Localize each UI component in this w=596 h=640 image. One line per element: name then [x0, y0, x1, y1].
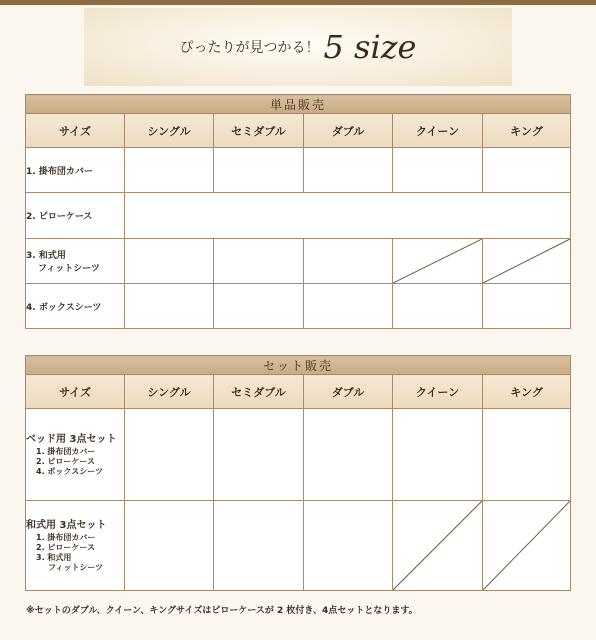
bed-set-title: ベッド用 3点セット [26, 433, 117, 445]
header-size: サイズ [26, 375, 125, 409]
header-semi-double: セミダブル [214, 114, 304, 148]
header-queen: クイーン [393, 114, 483, 148]
table-cell [214, 501, 304, 591]
table-cell-unavailable [483, 501, 571, 591]
single-sale-caption: 単品販売 [26, 95, 571, 114]
row-label-fitted-sheet-line2: フィットシーツ [38, 264, 100, 274]
row-label-fitted-sheet-line1: 3. 和式用 [26, 251, 66, 261]
table-cell [393, 409, 483, 501]
table-cell [125, 239, 214, 284]
table-cell [304, 239, 393, 284]
banner-tagline: ぴったりが見つかる！ [179, 40, 320, 56]
single-sale-table [25, 94, 571, 329]
diagonal-slash-icon [393, 239, 482, 283]
futon-set-item: 3. 和式用 [36, 552, 72, 562]
table-cell [214, 148, 304, 193]
row-label-duvet-cover: 1. 掛布団カバー [26, 148, 125, 193]
header-double: ダブル [304, 114, 393, 148]
header-single: シングル [125, 375, 214, 409]
table-cell-unavailable [483, 239, 571, 284]
single-sale-header-row [26, 114, 571, 148]
futon-set-item: 2. ピローケース [36, 542, 95, 552]
diagonal-slash-icon [393, 501, 482, 590]
table-cell [483, 284, 571, 329]
table-cell [214, 409, 304, 501]
table-cell [125, 501, 214, 591]
table-cell [304, 501, 393, 591]
set-sale-header-row [26, 375, 571, 409]
diagonal-slash-icon [483, 239, 570, 283]
futon-set-title: 和式用 3点セット [26, 519, 107, 531]
bed-set-item: 2. ピローケース [36, 456, 95, 466]
bed-set-item: 4. ボックスシーツ [36, 466, 103, 476]
header-double: ダブル [304, 375, 393, 409]
row-label-futon-set [26, 501, 125, 591]
table-cell [304, 284, 393, 329]
header-size: サイズ [26, 114, 125, 148]
table-row [26, 284, 571, 329]
table-cell [483, 409, 571, 501]
table-row [26, 148, 571, 193]
bed-set-item: 1. 掛布団カバー [36, 446, 96, 456]
table-cell [393, 284, 483, 329]
table-cell [304, 148, 393, 193]
table-row [26, 239, 571, 284]
table-row [26, 193, 571, 239]
set-sale-caption: セット販売 [26, 356, 571, 375]
table-cell [304, 409, 393, 501]
header-king: キング [483, 375, 571, 409]
header-king: キング [483, 114, 571, 148]
table-cell [393, 148, 483, 193]
table-cell-unavailable [393, 239, 483, 284]
table-cell [214, 284, 304, 329]
banner-size-label: 5 size [323, 28, 417, 66]
header-semi-double: セミダブル [214, 375, 304, 409]
footnote: ※セットのダブル、クイーン、キングサイズはピローケースが 2 枚付き、4点セットとなります。 [26, 606, 418, 616]
set-sale-table [25, 355, 571, 591]
table-cell [483, 148, 571, 193]
header-single: シングル [125, 114, 214, 148]
row-label-fitted-sheet [26, 239, 125, 284]
row-label-bed-set [26, 409, 125, 501]
header-queen: クイーン [393, 375, 483, 409]
table-cell [125, 409, 214, 501]
banner [84, 8, 512, 86]
row-label-pillow-case: 2. ピローケース [26, 193, 125, 239]
diagonal-slash-icon [483, 501, 570, 590]
table-cell [125, 148, 214, 193]
row-label-box-sheet: 4. ボックスシーツ [26, 284, 125, 329]
table-row [26, 501, 571, 591]
futon-set-item: 1. 掛布団カバー [36, 532, 96, 542]
table-cell [125, 284, 214, 329]
futon-set-item: フィットシーツ [48, 562, 104, 572]
top-border [0, 0, 596, 5]
table-cell-merged [125, 193, 571, 239]
banner-text [84, 28, 512, 66]
table-row [26, 409, 571, 501]
table-cell-unavailable [393, 501, 483, 591]
table-cell [214, 239, 304, 284]
